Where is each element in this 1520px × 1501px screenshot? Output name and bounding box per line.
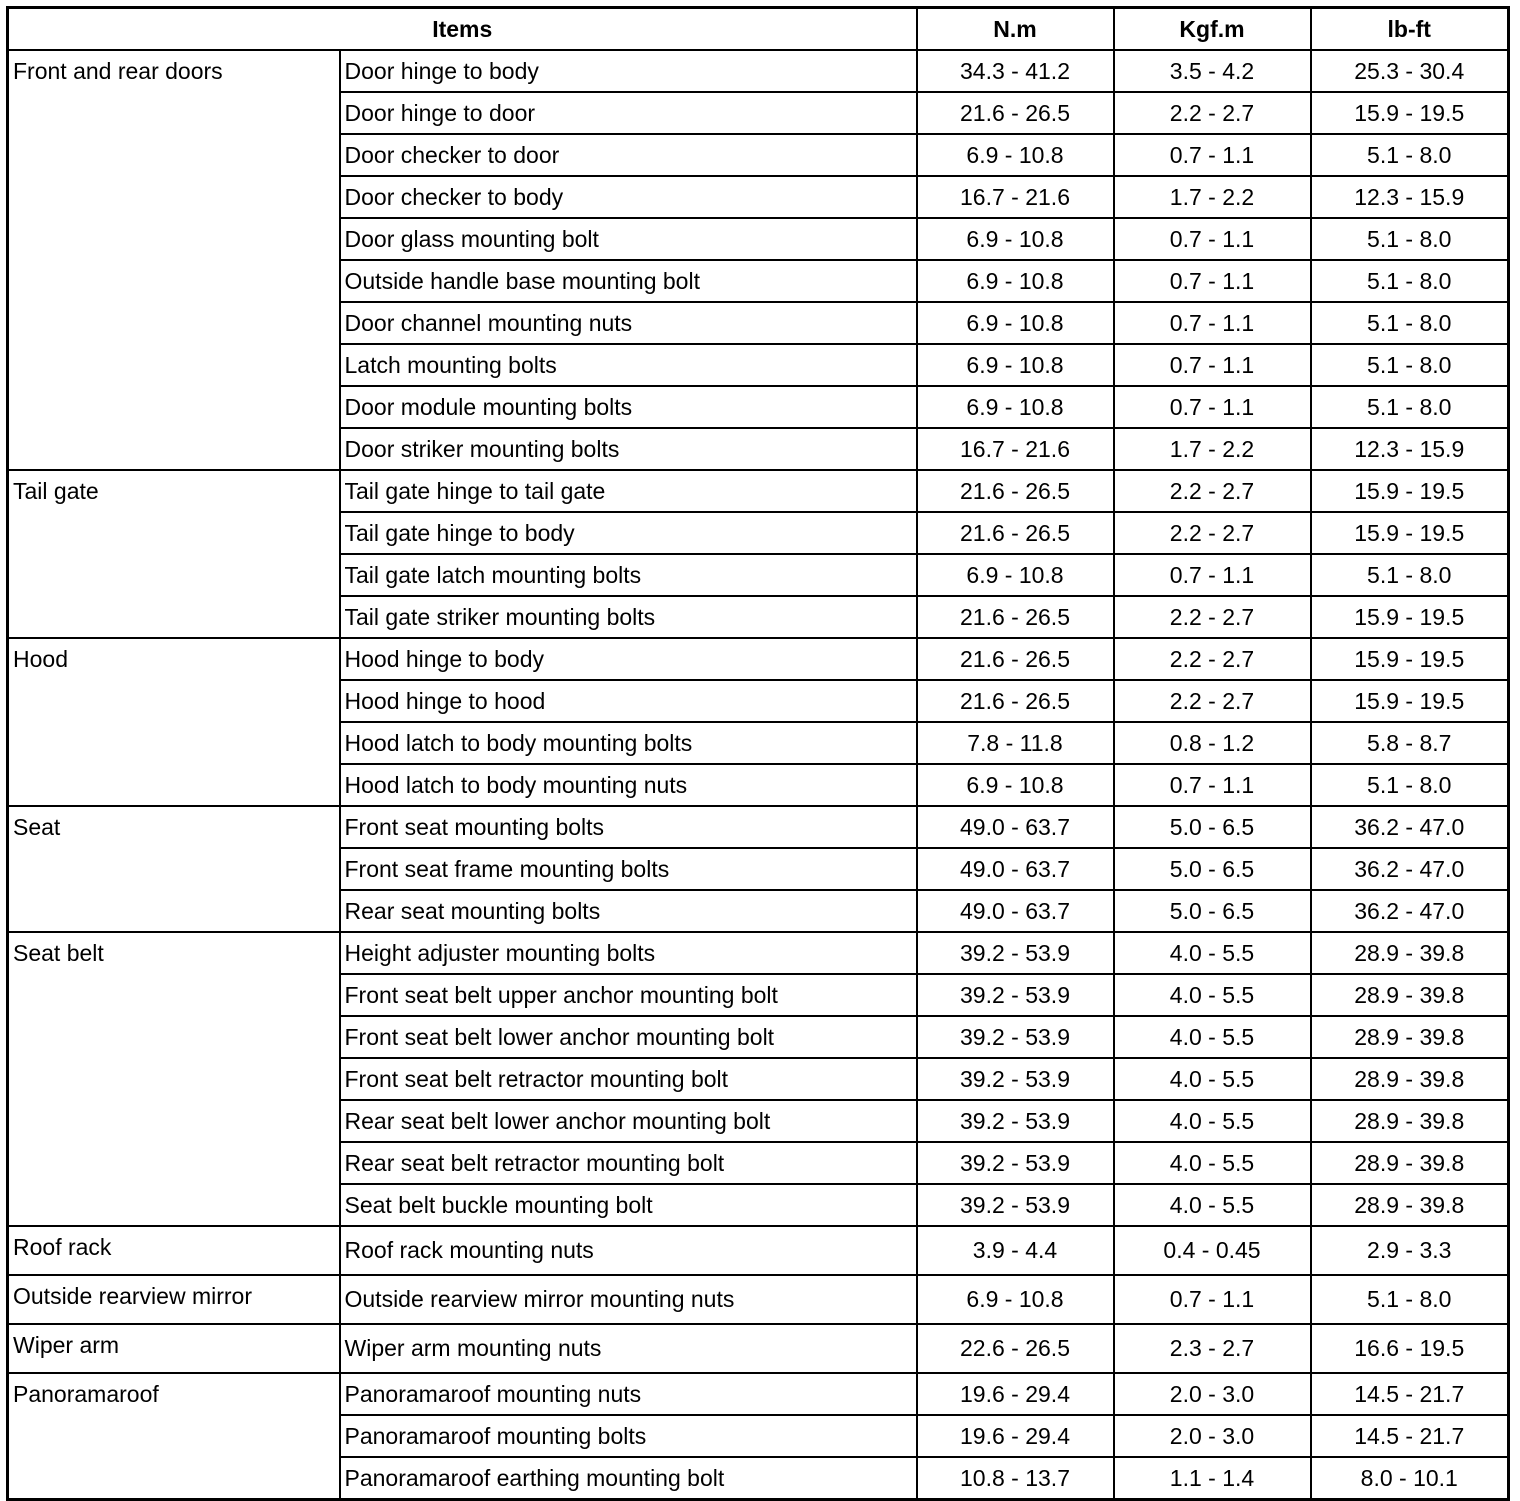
nm-cell: 21.6 - 26.5 <box>917 512 1114 554</box>
item-cell: Door hinge to door <box>340 92 917 134</box>
kgfm-cell: 2.2 - 2.7 <box>1114 680 1311 722</box>
lbft-cell: 28.9 - 39.8 <box>1311 1184 1509 1226</box>
kgfm-cell: 0.7 - 1.1 <box>1114 260 1311 302</box>
group-name-cell: Seat <box>8 806 340 932</box>
kgfm-cell: 0.7 - 1.1 <box>1114 344 1311 386</box>
lbft-cell: 12.3 - 15.9 <box>1311 428 1509 470</box>
nm-cell: 6.9 - 10.8 <box>917 134 1114 176</box>
item-cell: Front seat belt retractor mounting bolt <box>340 1058 917 1100</box>
kgfm-cell: 0.7 - 1.1 <box>1114 134 1311 176</box>
kgfm-cell: 5.0 - 6.5 <box>1114 806 1311 848</box>
lbft-cell: 5.1 - 8.0 <box>1311 554 1509 596</box>
nm-cell: 39.2 - 53.9 <box>917 1016 1114 1058</box>
kgfm-cell: 4.0 - 5.5 <box>1114 1142 1311 1184</box>
nm-cell: 49.0 - 63.7 <box>917 806 1114 848</box>
table-body <box>8 50 1509 1500</box>
item-cell: Door glass mounting bolt <box>340 218 917 260</box>
lbft-cell: 5.1 - 8.0 <box>1311 134 1509 176</box>
kgfm-cell: 3.5 - 4.2 <box>1114 50 1311 92</box>
lbft-cell: 28.9 - 39.8 <box>1311 974 1509 1016</box>
item-cell: Wiper arm mounting nuts <box>340 1324 917 1373</box>
item-cell: Front seat mounting bolts <box>340 806 917 848</box>
item-cell: Front seat frame mounting bolts <box>340 848 917 890</box>
table-row <box>8 806 1509 848</box>
nm-cell: 39.2 - 53.9 <box>917 932 1114 974</box>
nm-cell: 22.6 - 26.5 <box>917 1324 1114 1373</box>
lbft-cell: 28.9 - 39.8 <box>1311 1016 1509 1058</box>
item-cell: Tail gate hinge to tail gate <box>340 470 917 512</box>
kgfm-cell: 2.2 - 2.7 <box>1114 92 1311 134</box>
kgfm-cell: 1.7 - 2.2 <box>1114 428 1311 470</box>
nm-cell: 6.9 - 10.8 <box>917 1275 1114 1324</box>
kgfm-cell: 5.0 - 6.5 <box>1114 890 1311 932</box>
table-row <box>8 1275 1509 1324</box>
nm-cell: 19.6 - 29.4 <box>917 1415 1114 1457</box>
lbft-cell: 5.1 - 8.0 <box>1311 1275 1509 1324</box>
header-lbft: lb-ft <box>1311 8 1509 51</box>
table-row <box>8 1373 1509 1415</box>
item-cell: Rear seat belt retractor mounting bolt <box>340 1142 917 1184</box>
lbft-cell: 36.2 - 47.0 <box>1311 890 1509 932</box>
item-cell: Hood hinge to hood <box>340 680 917 722</box>
kgfm-cell: 4.0 - 5.5 <box>1114 1016 1311 1058</box>
item-cell: Hood hinge to body <box>340 638 917 680</box>
kgfm-cell: 0.7 - 1.1 <box>1114 764 1311 806</box>
nm-cell: 6.9 - 10.8 <box>917 302 1114 344</box>
lbft-cell: 14.5 - 21.7 <box>1311 1373 1509 1415</box>
lbft-cell: 36.2 - 47.0 <box>1311 848 1509 890</box>
item-cell: Tail gate latch mounting bolts <box>340 554 917 596</box>
kgfm-cell: 4.0 - 5.5 <box>1114 1058 1311 1100</box>
item-cell: Rear seat mounting bolts <box>340 890 917 932</box>
kgfm-cell: 2.0 - 3.0 <box>1114 1373 1311 1415</box>
table-row <box>8 1324 1509 1373</box>
lbft-cell: 5.1 - 8.0 <box>1311 218 1509 260</box>
lbft-cell: 15.9 - 19.5 <box>1311 470 1509 512</box>
item-cell: Hood latch to body mounting nuts <box>340 764 917 806</box>
lbft-cell: 16.6 - 19.5 <box>1311 1324 1509 1373</box>
header-row <box>8 8 1509 51</box>
nm-cell: 21.6 - 26.5 <box>917 680 1114 722</box>
nm-cell: 6.9 - 10.8 <box>917 386 1114 428</box>
kgfm-cell: 0.7 - 1.1 <box>1114 386 1311 428</box>
nm-cell: 49.0 - 63.7 <box>917 890 1114 932</box>
item-cell: Door channel mounting nuts <box>340 302 917 344</box>
nm-cell: 6.9 - 10.8 <box>917 344 1114 386</box>
nm-cell: 10.8 - 13.7 <box>917 1457 1114 1500</box>
nm-cell: 7.8 - 11.8 <box>917 722 1114 764</box>
nm-cell: 39.2 - 53.9 <box>917 974 1114 1016</box>
nm-cell: 21.6 - 26.5 <box>917 470 1114 512</box>
lbft-cell: 28.9 - 39.8 <box>1311 932 1509 974</box>
item-cell: Front seat belt lower anchor mounting bolt <box>340 1016 917 1058</box>
item-cell: Door hinge to body <box>340 50 917 92</box>
lbft-cell: 15.9 - 19.5 <box>1311 92 1509 134</box>
group-name-cell: Tail gate <box>8 470 340 638</box>
kgfm-cell: 0.7 - 1.1 <box>1114 302 1311 344</box>
lbft-cell: 5.1 - 8.0 <box>1311 764 1509 806</box>
header-items: Items <box>8 8 917 51</box>
kgfm-cell: 0.7 - 1.1 <box>1114 218 1311 260</box>
lbft-cell: 36.2 - 47.0 <box>1311 806 1509 848</box>
table-row <box>8 932 1509 974</box>
table-row <box>8 1226 1509 1275</box>
nm-cell: 6.9 - 10.8 <box>917 554 1114 596</box>
lbft-cell: 28.9 - 39.8 <box>1311 1100 1509 1142</box>
kgfm-cell: 0.7 - 1.1 <box>1114 1275 1311 1324</box>
lbft-cell: 25.3 - 30.4 <box>1311 50 1509 92</box>
lbft-cell: 5.1 - 8.0 <box>1311 386 1509 428</box>
nm-cell: 3.9 - 4.4 <box>917 1226 1114 1275</box>
kgfm-cell: 2.2 - 2.7 <box>1114 512 1311 554</box>
item-cell: Rear seat belt lower anchor mounting bolt <box>340 1100 917 1142</box>
lbft-cell: 12.3 - 15.9 <box>1311 176 1509 218</box>
kgfm-cell: 4.0 - 5.5 <box>1114 932 1311 974</box>
lbft-cell: 28.9 - 39.8 <box>1311 1142 1509 1184</box>
kgfm-cell: 0.4 - 0.45 <box>1114 1226 1311 1275</box>
item-cell: Tail gate hinge to body <box>340 512 917 554</box>
kgfm-cell: 1.7 - 2.2 <box>1114 176 1311 218</box>
header-kgfm: Kgf.m <box>1114 8 1311 51</box>
nm-cell: 49.0 - 63.7 <box>917 848 1114 890</box>
table-row <box>8 638 1509 680</box>
item-cell: Panoramaroof earthing mounting bolt <box>340 1457 917 1500</box>
kgfm-cell: 2.2 - 2.7 <box>1114 596 1311 638</box>
lbft-cell: 15.9 - 19.5 <box>1311 680 1509 722</box>
group-name-cell: Wiper arm <box>8 1324 340 1373</box>
kgfm-cell: 4.0 - 5.5 <box>1114 974 1311 1016</box>
group-name-cell: Front and rear doors <box>8 50 340 470</box>
item-cell: Door checker to body <box>340 176 917 218</box>
item-cell: Tail gate striker mounting bolts <box>340 596 917 638</box>
item-cell: Seat belt buckle mounting bolt <box>340 1184 917 1226</box>
lbft-cell: 5.8 - 8.7 <box>1311 722 1509 764</box>
nm-cell: 16.7 - 21.6 <box>917 428 1114 470</box>
item-cell: Outside rearview mirror mounting nuts <box>340 1275 917 1324</box>
group-name-cell: Panoramaroof <box>8 1373 340 1500</box>
lbft-cell: 15.9 - 19.5 <box>1311 596 1509 638</box>
item-cell: Hood latch to body mounting bolts <box>340 722 917 764</box>
kgfm-cell: 2.2 - 2.7 <box>1114 638 1311 680</box>
group-name-cell: Outside rearview mirror <box>8 1275 340 1324</box>
lbft-cell: 28.9 - 39.8 <box>1311 1058 1509 1100</box>
kgfm-cell: 2.0 - 3.0 <box>1114 1415 1311 1457</box>
group-name-cell: Roof rack <box>8 1226 340 1275</box>
item-cell: Door checker to door <box>340 134 917 176</box>
kgfm-cell: 2.2 - 2.7 <box>1114 470 1311 512</box>
item-cell: Panoramaroof mounting nuts <box>340 1373 917 1415</box>
nm-cell: 39.2 - 53.9 <box>917 1100 1114 1142</box>
item-cell: Front seat belt upper anchor mounting bolt <box>340 974 917 1016</box>
kgfm-cell: 2.3 - 2.7 <box>1114 1324 1311 1373</box>
lbft-cell: 5.1 - 8.0 <box>1311 344 1509 386</box>
lbft-cell: 14.5 - 21.7 <box>1311 1415 1509 1457</box>
nm-cell: 21.6 - 26.5 <box>917 92 1114 134</box>
table-row <box>8 470 1509 512</box>
kgfm-cell: 4.0 - 5.5 <box>1114 1184 1311 1226</box>
table-row <box>8 50 1509 92</box>
nm-cell: 39.2 - 53.9 <box>917 1184 1114 1226</box>
item-cell: Height adjuster mounting bolts <box>340 932 917 974</box>
kgfm-cell: 0.7 - 1.1 <box>1114 554 1311 596</box>
lbft-cell: 5.1 - 8.0 <box>1311 302 1509 344</box>
kgfm-cell: 1.1 - 1.4 <box>1114 1457 1311 1500</box>
nm-cell: 6.9 - 10.8 <box>917 764 1114 806</box>
item-cell: Outside handle base mounting bolt <box>340 260 917 302</box>
lbft-cell: 15.9 - 19.5 <box>1311 638 1509 680</box>
nm-cell: 6.9 - 10.8 <box>917 260 1114 302</box>
item-cell: Roof rack mounting nuts <box>340 1226 917 1275</box>
nm-cell: 39.2 - 53.9 <box>917 1142 1114 1184</box>
kgfm-cell: 5.0 - 6.5 <box>1114 848 1311 890</box>
nm-cell: 39.2 - 53.9 <box>917 1058 1114 1100</box>
torque-spec-table <box>6 6 1510 1501</box>
lbft-cell: 8.0 - 10.1 <box>1311 1457 1509 1500</box>
nm-cell: 16.7 - 21.6 <box>917 176 1114 218</box>
nm-cell: 21.6 - 26.5 <box>917 638 1114 680</box>
header-nm: N.m <box>917 8 1114 51</box>
item-cell: Door striker mounting bolts <box>340 428 917 470</box>
nm-cell: 6.9 - 10.8 <box>917 218 1114 260</box>
item-cell: Latch mounting bolts <box>340 344 917 386</box>
group-name-cell: Hood <box>8 638 340 806</box>
lbft-cell: 15.9 - 19.5 <box>1311 512 1509 554</box>
kgfm-cell: 4.0 - 5.5 <box>1114 1100 1311 1142</box>
item-cell: Panoramaroof mounting bolts <box>340 1415 917 1457</box>
kgfm-cell: 0.8 - 1.2 <box>1114 722 1311 764</box>
nm-cell: 21.6 - 26.5 <box>917 596 1114 638</box>
lbft-cell: 5.1 - 8.0 <box>1311 260 1509 302</box>
nm-cell: 34.3 - 41.2 <box>917 50 1114 92</box>
item-cell: Door module mounting bolts <box>340 386 917 428</box>
group-name-cell: Seat belt <box>8 932 340 1226</box>
lbft-cell: 2.9 - 3.3 <box>1311 1226 1509 1275</box>
nm-cell: 19.6 - 29.4 <box>917 1373 1114 1415</box>
